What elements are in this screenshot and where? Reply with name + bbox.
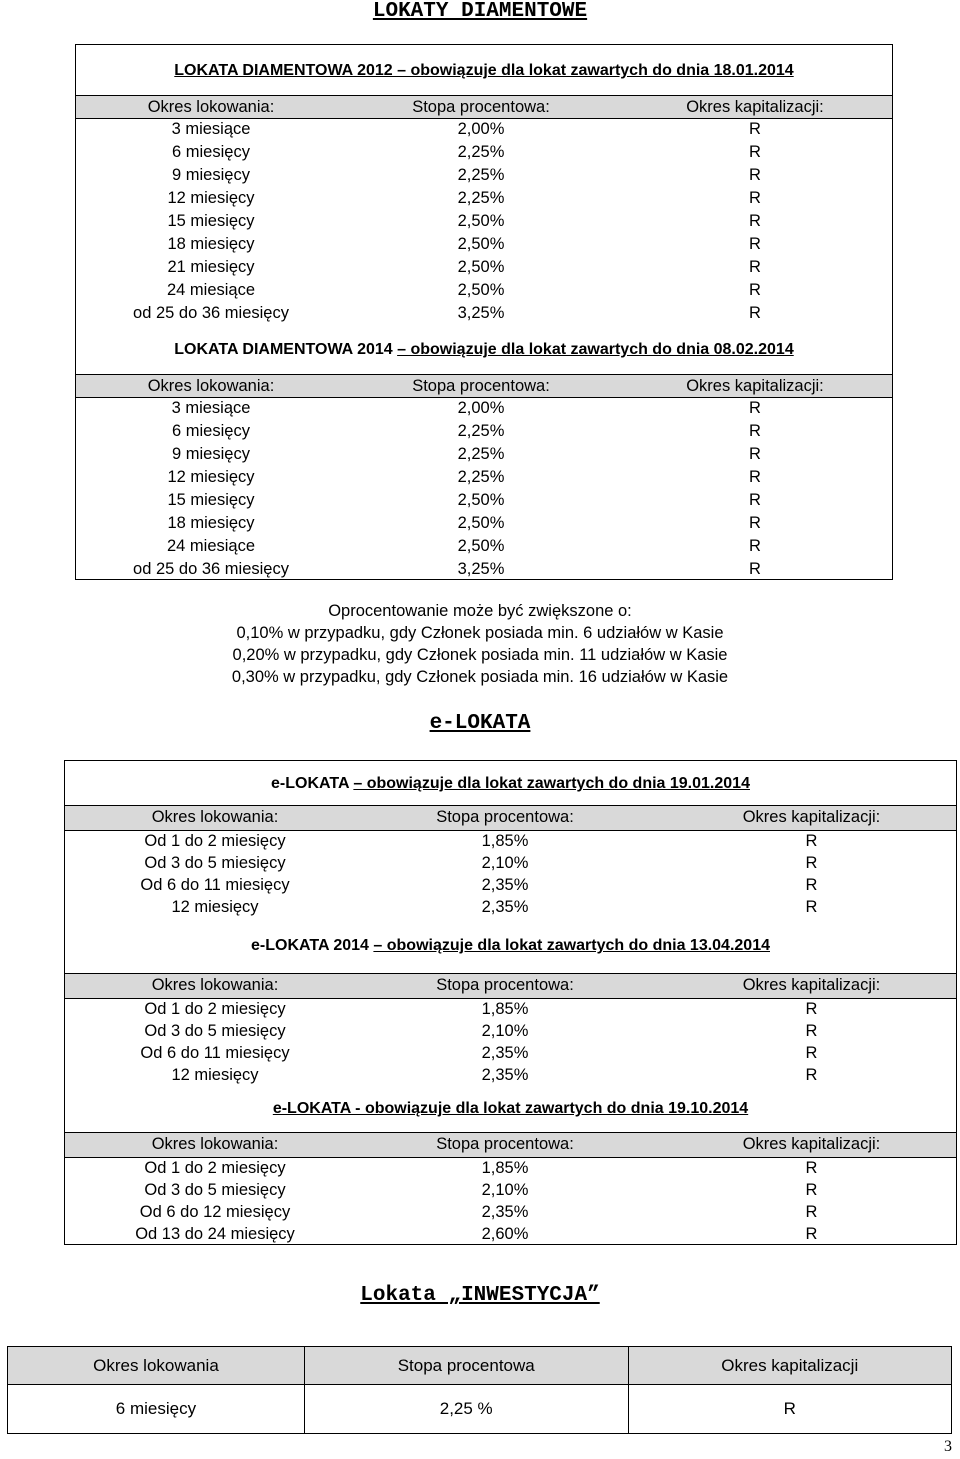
- period-cell: 9 miesięcy: [172, 445, 250, 463]
- table-row: [76, 466, 892, 488]
- header-period: Okres lokowania:: [151, 1135, 279, 1153]
- rate-cell: 2,35%: [481, 1203, 529, 1221]
- elokata3-heading: e-LOKATA - obowiązuje dla lokat zawartych do dnia 19.10.2014: [272, 1100, 749, 1117]
- rate-cell: 2,00%: [457, 120, 505, 138]
- table-row: [65, 874, 956, 896]
- capitalization-cell: R: [749, 560, 761, 578]
- table-row: [76, 535, 892, 557]
- table-row: [65, 1223, 956, 1245]
- elokata2-header: [65, 974, 956, 996]
- header-rate: Stopa procentowa:: [412, 377, 550, 395]
- header-period: Okres lokowania:: [147, 377, 275, 395]
- diament2014-header: [76, 375, 892, 397]
- period-cell: 15 miesięcy: [167, 212, 255, 230]
- period-cell: 3 miesiące: [171, 120, 251, 138]
- period-cell: Od 6 do 11 miesięcy: [140, 1044, 290, 1062]
- table-row: [76, 512, 892, 534]
- table-row: [8, 1385, 952, 1434]
- capitalization-cell: R: [749, 143, 761, 161]
- capitalization-cell: R: [805, 1181, 818, 1199]
- bonus-note-1: 0,10% w przypadku, gdy Członek posiada min. 6 udziałów w Kasie: [236, 624, 724, 642]
- rate-cell: 2,25%: [457, 143, 505, 161]
- rate-cell: 2,50%: [457, 258, 505, 276]
- period-cell: Od 3 do 5 miesięcy: [144, 1022, 286, 1040]
- rate-cell: 2,00%: [457, 399, 505, 417]
- rate-cell: 2,35%: [481, 898, 529, 916]
- period-cell: Od 3 do 5 miesięcy: [144, 854, 286, 872]
- diament2012-heading: LOKATA DIAMENTOWA 2012 – obowiązuje dla lokat zawartych do dnia 18.01.2014: [174, 62, 794, 79]
- period-cell: od 25 do 36 miesięcy: [133, 560, 289, 578]
- table-row: [76, 164, 892, 186]
- period-cell: 21 miesięcy: [167, 258, 255, 276]
- rate-cell: 2,50%: [457, 514, 505, 532]
- period-cell: 12 miesięcy: [167, 468, 255, 486]
- rate-cell: 2,10%: [481, 1022, 529, 1040]
- document-title: LOKATY DIAMENTOWE: [372, 0, 588, 23]
- table-row: [76, 256, 892, 278]
- period-cell: Od 1 do 2 miesięcy: [144, 1159, 286, 1177]
- header-period: Okres lokowania:: [151, 808, 279, 826]
- period-cell: 24 miesiące: [166, 281, 256, 299]
- table-row: [65, 1157, 956, 1179]
- capitalization-cell: R: [805, 876, 818, 894]
- capitalization-cell: R: [805, 1000, 818, 1018]
- rate-cell: 1,85%: [481, 1159, 529, 1177]
- table-row: [76, 397, 892, 419]
- rate-cell: 2,25%: [457, 445, 505, 463]
- table-row: [76, 279, 892, 301]
- header-period: Okres lokowania: [8, 1347, 305, 1385]
- capitalization-cell: R: [749, 166, 761, 184]
- capitalization-cell: R: [749, 189, 761, 207]
- table-row: [65, 1020, 956, 1042]
- period-cell: 18 miesięcy: [167, 235, 255, 253]
- table-row: [76, 489, 892, 511]
- header-rate: Stopa procentowa:: [412, 98, 550, 116]
- period-cell: 15 miesięcy: [167, 491, 255, 509]
- table-row: [76, 187, 892, 209]
- rate-cell: 2,25%: [457, 189, 505, 207]
- period-cell: 9 miesięcy: [172, 166, 250, 184]
- capitalization-cell: R: [805, 1066, 818, 1084]
- header-capitalization: Okres kapitalizacji:: [686, 98, 824, 116]
- rate-cell: 2,10%: [481, 1181, 529, 1199]
- period-cell: Od 3 do 5 miesięcy: [144, 1181, 286, 1199]
- rate-cell: 2,10%: [481, 854, 529, 872]
- inwestycja-title: Lokata „INWESTYCJA”: [360, 1284, 600, 1307]
- rate-cell: 2,60%: [481, 1225, 529, 1243]
- period-cell: Od 6 do 12 miesięcy: [139, 1203, 291, 1221]
- page-number: 3: [944, 1438, 952, 1455]
- elokata1-header: [65, 806, 956, 828]
- rate-cell: 1,85%: [481, 1000, 529, 1018]
- capitalization-cell: R: [749, 120, 761, 138]
- capitalization-cell: R: [749, 235, 761, 253]
- diament2014-heading: LOKATA DIAMENTOWA 2014 – obowiązuje dla lokat zawartych do dnia 08.02.2014: [174, 341, 794, 358]
- header-capitalization: Okres kapitalizacji:: [742, 976, 881, 994]
- inwestycja-header-row: [8, 1347, 952, 1385]
- header-rate: Stopa procentowa:: [436, 1135, 574, 1153]
- header-capitalization: Okres kapitalizacji:: [686, 377, 824, 395]
- elokata3-header: [65, 1133, 956, 1155]
- period-cell: Od 13 do 24 miesięcy: [135, 1225, 295, 1243]
- bonus-note-2: 0,20% w przypadku, gdy Członek posiada min. 11 udziałów w Kasie: [232, 646, 728, 664]
- capitalization-cell: R: [805, 1159, 818, 1177]
- period-cell: 18 miesięcy: [167, 514, 255, 532]
- diament2012-header: [76, 96, 892, 118]
- capitalization-cell: R: [805, 854, 818, 872]
- capitalization-cell: R: [805, 898, 818, 916]
- period-cell: 6 miesięcy: [172, 422, 250, 440]
- rate-cell: 3,25%: [457, 560, 505, 578]
- elokata-title: e-LOKATA: [429, 712, 531, 735]
- capitalization-cell: R: [749, 422, 761, 440]
- period-cell: 12 miesięcy: [171, 898, 259, 916]
- period-cell: Od 6 do 11 miesięcy: [140, 876, 290, 894]
- table-row: [65, 852, 956, 874]
- capitalization-cell: R: [749, 212, 761, 230]
- period-cell: 3 miesiące: [171, 399, 251, 417]
- rate-cell: 1,85%: [481, 832, 529, 850]
- capitalization-cell: R: [805, 1022, 818, 1040]
- capitalization-cell: R: [749, 537, 761, 555]
- capitalization-cell: R: [749, 491, 761, 509]
- elokata-box: [64, 760, 957, 1245]
- capitalization-cell: R: [749, 514, 761, 532]
- table-row: [65, 998, 956, 1020]
- elokata1-heading: e-LOKATA – obowiązuje dla lokat zawartych do dnia 19.01.2014: [271, 775, 750, 792]
- table-row: [65, 830, 956, 852]
- capitalization-cell: R: [628, 1385, 952, 1434]
- rate-cell: 2,25%: [457, 166, 505, 184]
- rate-cell: 2,35%: [481, 1044, 529, 1062]
- capitalization-cell: R: [805, 1203, 818, 1221]
- capitalization-cell: R: [805, 1044, 818, 1062]
- rate-cell: 2,50%: [457, 537, 505, 555]
- capitalization-cell: R: [749, 445, 761, 463]
- period-cell: 12 miesięcy: [171, 1066, 259, 1084]
- rate-cell: 2,25%: [457, 468, 505, 486]
- rate-cell: 2,50%: [457, 212, 505, 230]
- rate-cell: 2,35%: [481, 876, 529, 894]
- period-cell: 6 miesięcy: [8, 1385, 305, 1434]
- rate-cell: 2,50%: [457, 491, 505, 509]
- header-capitalization: Okres kapitalizacji: [628, 1347, 952, 1385]
- capitalization-cell: R: [805, 832, 818, 850]
- capitalization-cell: R: [749, 281, 761, 299]
- rate-cell: 2,35%: [481, 1066, 529, 1084]
- capitalization-cell: R: [749, 399, 761, 417]
- rate-cell: 3,25%: [457, 304, 505, 322]
- rate-cell: 2,50%: [457, 235, 505, 253]
- table-row: [65, 896, 956, 918]
- period-cell: 6 miesięcy: [172, 143, 250, 161]
- period-cell: Od 1 do 2 miesięcy: [144, 1000, 286, 1018]
- period-cell: Od 1 do 2 miesięcy: [144, 832, 286, 850]
- bonus-note-3: 0,30% w przypadku, gdy Członek posiada min. 16 udziałów w Kasie: [231, 668, 729, 686]
- table-row: [65, 1042, 956, 1064]
- table-row: [65, 1064, 956, 1086]
- capitalization-cell: R: [749, 258, 761, 276]
- table-row: [76, 233, 892, 255]
- header-period: Okres lokowania:: [147, 98, 275, 116]
- table-row: [76, 118, 892, 140]
- table-row: [76, 302, 892, 324]
- inwestycja-table: [7, 1346, 952, 1434]
- period-cell: 24 miesiące: [166, 537, 256, 555]
- table-row: [76, 141, 892, 163]
- table-row: [76, 210, 892, 232]
- table-row: [65, 1201, 956, 1223]
- capitalization-cell: R: [749, 468, 761, 486]
- header-capitalization: Okres kapitalizacji:: [742, 1135, 881, 1153]
- rate-cell: 2,50%: [457, 281, 505, 299]
- table-row: [76, 558, 892, 580]
- header-rate: Stopa procentowa: [304, 1347, 628, 1385]
- table-row: [76, 443, 892, 465]
- header-rate: Stopa procentowa:: [436, 976, 574, 994]
- period-cell: 12 miesięcy: [167, 189, 255, 207]
- header-rate: Stopa procentowa:: [436, 808, 574, 826]
- elokata2-heading: e-LOKATA 2014 – obowiązuje dla lokat zawartych do dnia 13.04.2014: [251, 937, 770, 954]
- period-cell: od 25 do 36 miesięcy: [133, 304, 289, 322]
- header-period: Okres lokowania:: [151, 976, 279, 994]
- header-capitalization: Okres kapitalizacji:: [742, 808, 881, 826]
- rate-cell: 2,25%: [457, 422, 505, 440]
- table-row: [65, 1179, 956, 1201]
- capitalization-cell: R: [805, 1225, 818, 1243]
- table-row: [76, 420, 892, 442]
- bonus-note-intro: Oprocentowanie może być zwiększone o:: [328, 602, 632, 620]
- rate-cell: 2,25 %: [304, 1385, 628, 1434]
- diamond-deposits-box: [75, 44, 893, 580]
- capitalization-cell: R: [749, 304, 761, 322]
